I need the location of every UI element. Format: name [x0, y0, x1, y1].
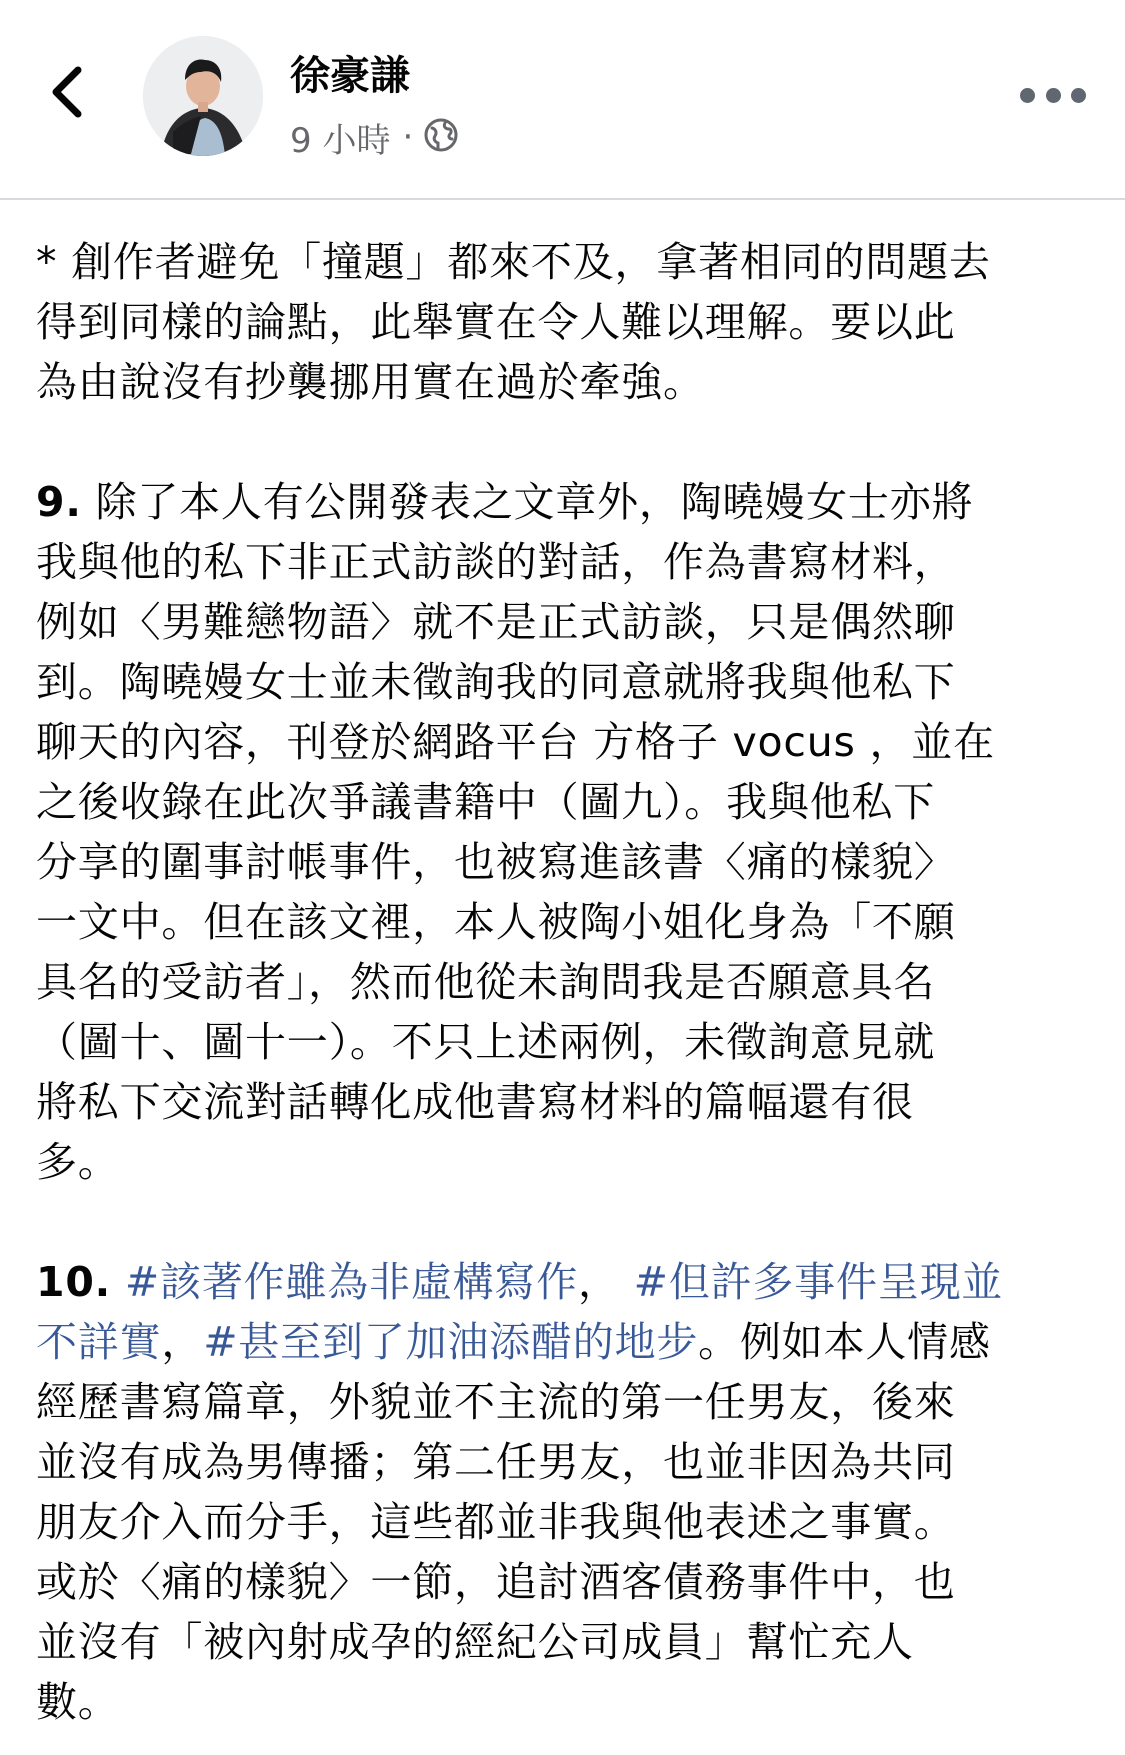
paragraph-9: [36, 472, 1096, 1192]
post-timestamp[interactable]: 9 小時: [290, 120, 391, 161]
author-name[interactable]: 徐豪謙: [290, 53, 410, 99]
more-dot: [1071, 88, 1086, 103]
more-options-button[interactable]: [1020, 75, 1086, 115]
hashtag-link[interactable]: #甚至到了加油添醋的地步: [203, 1318, 699, 1366]
more-dot: [1046, 88, 1061, 103]
paragraph-9-number: 9.: [36, 478, 82, 526]
paragraph-10-number: 10.: [36, 1258, 112, 1306]
back-button[interactable]: [36, 60, 100, 124]
paragraph-9-text: 除了本人有公開發表之文章外，陶曉嫚女士亦將 我與他的私下非正式訪談的對話，作為書寫材料， 例如〈男難戀物語〉就不是正式訪談，只是偶然聊 到。陶曉嫚女士並未徵詢我的同意就將我與他私下 聊天的內容，刊登於網路平台 方格子 vocus ，並在 之後收錄在此次爭議書籍中（圖九）。我與他私下 分享的圍事討帳事件，也被寫進該書〈痛的樣貌〉 一文中。但在該文裡，本人被陶小姐化身為「不願 具名的受訪者」，然而他從未詢問我是否願意具名 （圖十、圖十一）。不只上述兩例，未徵詢意見就 將私下交流對話轉化成他書寫材料的篇幅還有很 多。: [36, 478, 995, 1186]
globe-icon: [423, 117, 463, 157]
meta-separator: ·: [402, 117, 414, 157]
paragraph-10-text: 。例如本人情感 經歷書寫篇章，外貌並不主流的第一任男友，後來 並沒有成為男傳播；第二任男友，也並非因為共同 朋友介入而分手，這些都並非我與他表述之事實。 或於〈痛的樣貌〉一節，追討酒客債務事件中，也 並沒有「被內射成孕的經紀公司成員」幫忙充人 數。: [36, 1318, 991, 1726]
more-dot: [1020, 88, 1035, 103]
hashtag-link[interactable]: #但許多事件呈現並 不詳實: [36, 1258, 1004, 1366]
post-header: [0, 0, 1125, 200]
post-body: [36, 232, 1096, 1732]
chevron-left-icon: [48, 66, 88, 118]
hashtag-separator: ，: [578, 1258, 634, 1306]
hashtag-separator: ，: [161, 1318, 204, 1366]
avatar-image: [143, 36, 263, 156]
avatar[interactable]: [143, 36, 263, 156]
paragraph-10: [36, 1252, 1096, 1732]
post-meta: [290, 112, 463, 162]
paragraph-intro: * 創作者避免「撞題」都來不及，拿著相同的問題去 得到同樣的論點，此舉實在令人難以理解。要以此 為由說沒有抄襲挪用實在過於牽強。: [36, 238, 991, 406]
hashtag-link[interactable]: #該著作雖為非虛構寫作: [124, 1258, 579, 1306]
